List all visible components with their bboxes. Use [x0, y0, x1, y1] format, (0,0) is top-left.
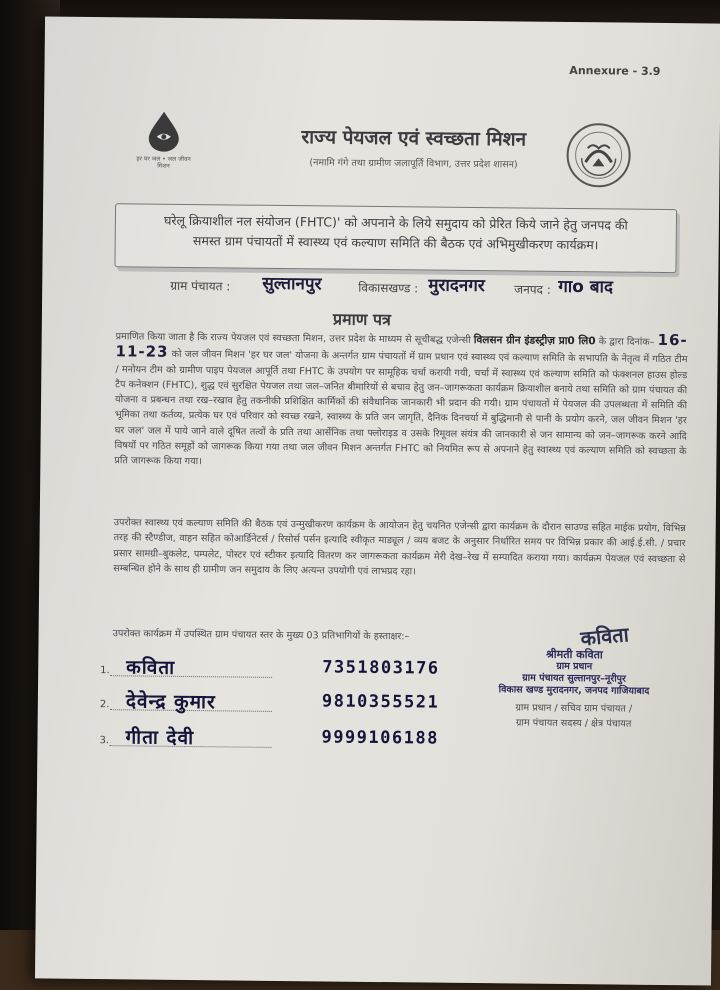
participant-index: 3. — [99, 735, 110, 747]
participant-phone: 7351803176 — [322, 657, 440, 679]
gram-panchayat-value: सुल्तानपुर — [262, 273, 322, 295]
annexure-label: Annexure - 3.9 — [569, 63, 661, 78]
participant-row — [99, 723, 519, 757]
location-row — [170, 270, 690, 305]
header — [223, 122, 603, 171]
water-drop-icon — [144, 110, 184, 152]
stamp-panchayat: ग्राम पंचायत सुल्तानपुर–नूरीपुर — [522, 672, 627, 685]
para1-body: को जल जीवन मिशन 'हर घर जल' योजना के अन्तर्गत ग्राम पंचायतों में ग्राम प्रधान एवं स्वास्थ्य एवं कल्याण समिति के सभापति के नेतृत्व में गठित टीम / मनोयन टीम को ग्रामीण पाइप पेयजल आपूर्ति तथा FHTC के उपयोग पर सामूहिक चर्चा करायी गयी, चर्चा में स्वास्थ्य एवं कल्याण समिति को फंक्शनल हाउस होल्ड टैप कनेक्शन (FHTC), शुद्ध एवं सुरक्षित पेयजल तथा जल–जनित बीमारियों से बचाव हेतु जन–जागरूकता कार्यक्रम क्रियाशील बनाये तथा समिति को ग्राम पंचायत की योजना व प्रबन्धन तथा रख–रखाव हेतु तकनीकी प्रशिक्षित कार्मिकों की संवैधानिक जानकारी भी प्रदान की गयी। ग्राम पंचायतों में पेयजल की उपलब्धता में समिति की भूमिका तथा कर्तव्य, प्रत्येक घर एवं परिवार को स्वच्छ रखने, स्वास्थ्य के प्रति जन जागृति, दैनिक दिनचर्या में बुद्धिमानी से पानी के प्रयोग करने, जल जीवन मिशन 'हर घर जल' जल में पाये जाने वाले दूषित तत्वों के प्रति तथा आर्सेनिक तथा फ्लोराइड व उसके रिमूवल संयंत्र की जानकारी से जन सामान्य को जन–जागरूक करने आदि विषयों पर गठित समूहों को जागरूक किया गया तथा जल जीवन मिशन अन्तर्गत FHTC को नियमित रूप से अपनाने हेतु स्वास्थ्य एवं कल्याण समिति को स्वच्छता के प्रति जागरूक किया गया। — [114, 349, 688, 468]
participant-phone: 9810355521 — [321, 691, 440, 713]
program-banner — [114, 203, 677, 273]
stamp-designation: ग्राम प्रधान — [556, 660, 593, 673]
signatory-caption-line-2: ग्राम पंचायत सदस्य / क्षेत्र पंचायत — [515, 717, 632, 730]
department-subtitle: (नमामि गंगे तथा ग्रामीण जलापूर्ति विभाग, उत्तर प्रदेश शासन) — [309, 157, 518, 171]
signatory-caption-line-1: ग्राम प्रधान / सचिव ग्राम पंचायत / — [515, 702, 633, 715]
official-stamp — [474, 648, 674, 698]
document-page — [35, 16, 720, 985]
signatory-caption — [474, 700, 674, 732]
participant-signature: देवेन्द्र कुमार — [125, 690, 216, 714]
up-government-emblem-icon — [565, 122, 632, 189]
agency-name: विलसन ग्रीन इंडस्ट्रीज़ प्रा0 लि0 — [473, 333, 596, 348]
certificate-paragraph-2: उपरोक्त स्वास्थ्य एवं कल्याण समिति की बैठक एवं उन्मुखीकरण कार्यक्रम के आयोजन हेतु चयनित एजेन्सी द्वारा कार्यक्रम के दौरान साउण्ड सहित माईक प्रयोग, विभिन्न तरह की स्टैण्डीज, वाहन सहित कोआर्डिनेटर्स / रिसोर्स पर्सन इत्यादि स्वीकृत माड्यूल / व्यय बजट के अनुसार निर्धारित समय पर विभिन्न प्रकार की आई.ई.सी. / प्रचार प्रसार सामग्री–बुकलेट, पम्पलेट, पोस्टर एवं स्टीकर इत्यादि वितरण कर जागरूकता कार्यक्रम मेरी देख–रेख में सम्पादित कराया गया। कार्यक्रम पेयजल एवं स्वच्छता से सम्बन्धित होने के साथ ही ग्रामीण जन समुदाय के लिए अत्यन्त उपयोगी एवं लाभप्रद रहा। — [113, 517, 686, 578]
participant-index: 1. — [100, 665, 110, 677]
participant-row — [100, 687, 520, 721]
pradhan-signature: कविता — [579, 622, 630, 651]
program-date: 16-11-23 — [115, 330, 688, 362]
jal-jeevan-mission-logo — [135, 109, 192, 196]
participant-phone: 9999106188 — [321, 727, 439, 749]
block-value: मुरादनगर — [428, 275, 485, 297]
participant-index: 2. — [99, 699, 110, 711]
para1-intro: प्रमाणित किया जाता है कि राज्य पेयजल एवं स्वच्छता मिशन, उत्तर प्रदेश के माध्यम से सूचीबद्ध एजेन्सी — [115, 331, 471, 346]
banner-line-2: समस्त ग्राम पंचायतों में स्वास्थ्य एवं कल्याण समिति की बैठक एवं अभिमुखीकरण कार्यक्रम। — [192, 233, 599, 253]
participant-row — [100, 653, 520, 687]
stamp-name: श्रीमती कविता — [545, 647, 603, 662]
participant-signature: गीता देवी — [125, 726, 195, 750]
participant-signature: कविता — [126, 656, 176, 679]
stamp-block: विकास खण्ड मुरादनगर, जनपद गाजियाबाद — [498, 684, 650, 697]
banner-line-1: घरेलू क्रियाशील नल संयोजन (FHTC)' को अपनाने के लिये समुदाय को प्रेरित किये जाने हेतु जनपद की — [163, 212, 628, 233]
mission-title: राज्य पेयजल एवं स्वच्छता मिशन — [301, 126, 527, 151]
gram-panchayat-label: ग्राम पंचायत : — [170, 278, 231, 294]
participants-label: उपरोक्त कार्यक्रम में उपस्थित ग्राम पंचायत स्तर के मुख्य 03 प्रतिभागियों के हस्ताक्षर:– — [112, 628, 410, 643]
district-value: गाo बाद — [558, 276, 614, 298]
para1-date-label: के द्वारा दिनांक– — [598, 336, 655, 348]
logo-tagline: हर घर जल • जल जीवन मिशन — [136, 155, 191, 170]
block-label: विकासखण्ड : — [358, 280, 419, 296]
pradhan-signature-block — [474, 621, 675, 732]
certificate-paragraph-1 — [114, 327, 688, 513]
district-label: जनपद : — [514, 282, 551, 297]
certificate-title: प्रमाण पत्र — [332, 309, 391, 330]
